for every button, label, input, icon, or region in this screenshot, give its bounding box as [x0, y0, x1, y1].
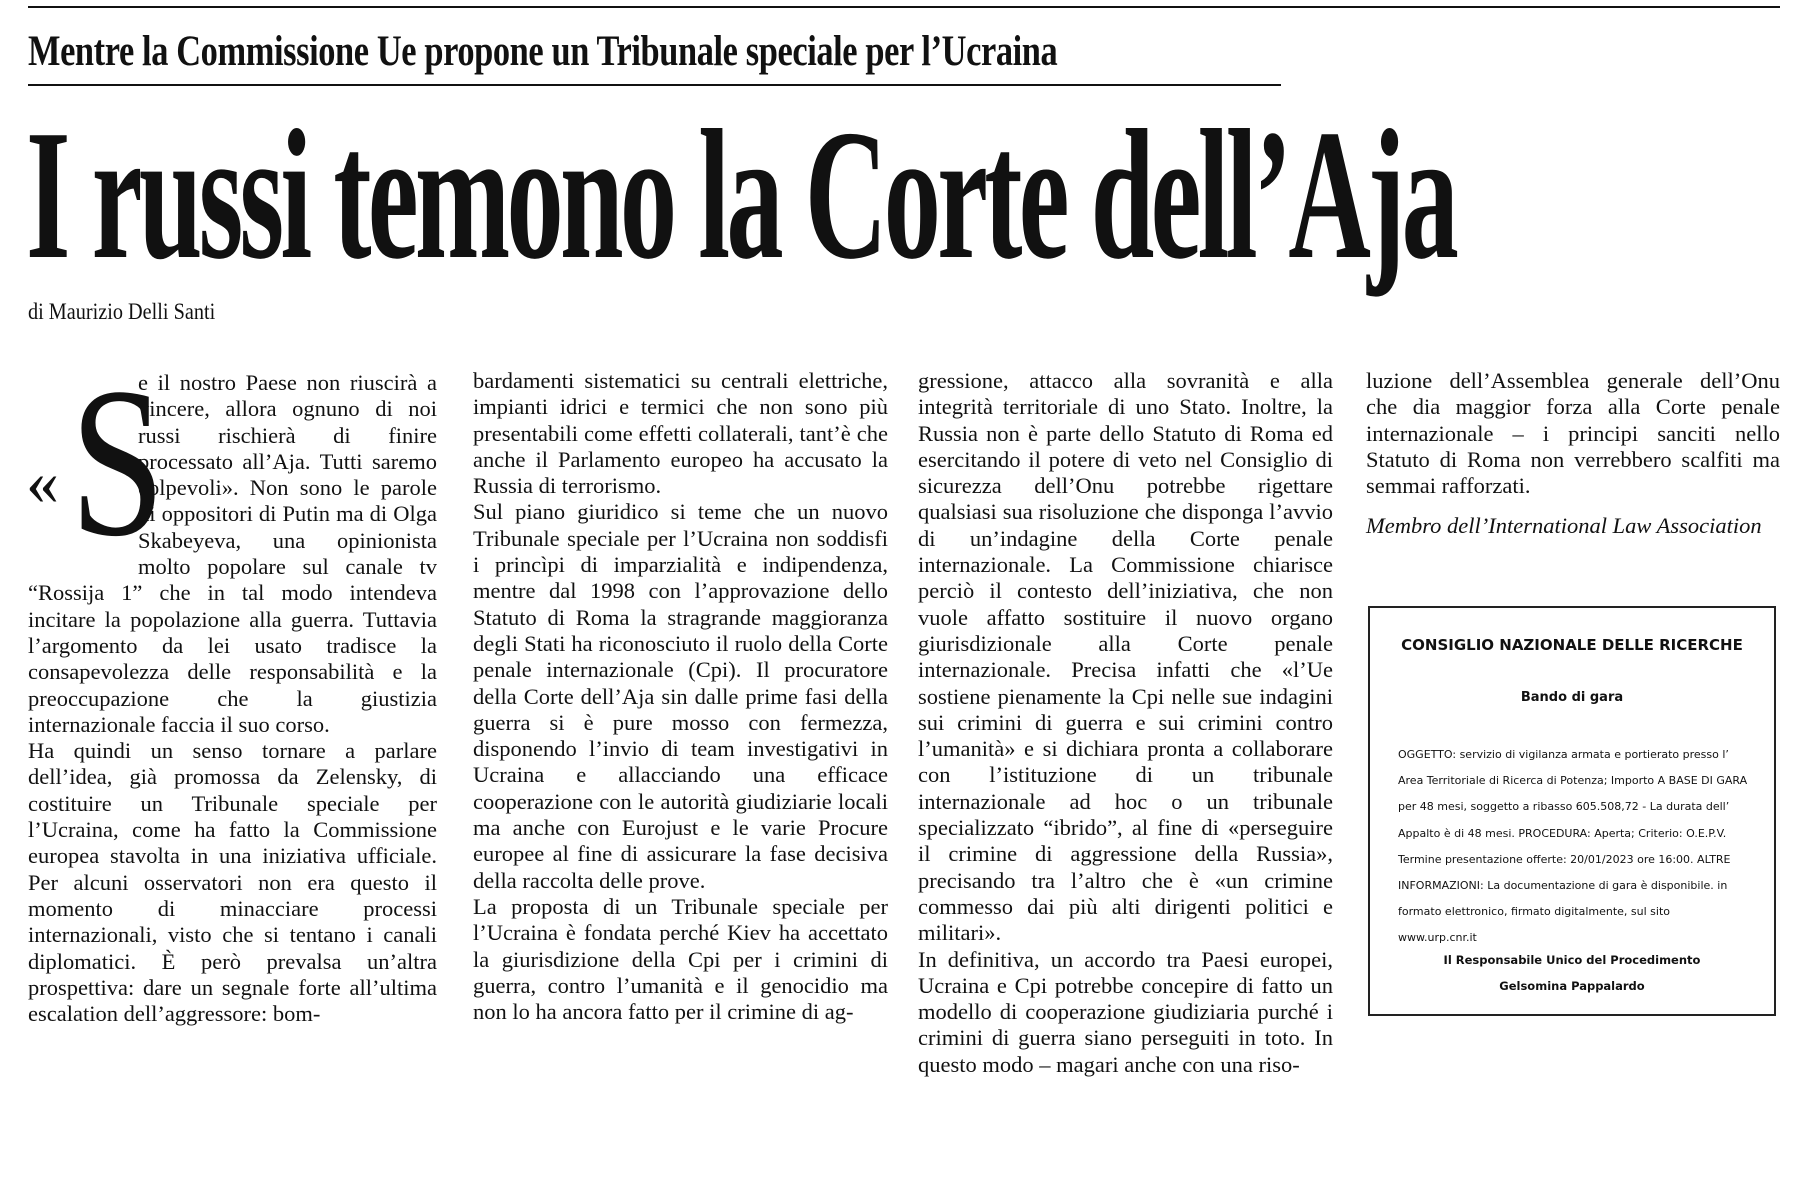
ad-body — [1398, 742, 1752, 952]
article-column-4 — [1366, 368, 1780, 540]
main-headline: I russi temono la Corte dell’Aja — [26, 92, 1456, 298]
ad-line: Termine presentazione offerte: 20/01/2023 ore 16:00. ALTRE — [1398, 852, 1731, 866]
paragraph: bardamenti sistematici su centrali elettriche, impianti idrici e termici che non sono più presentabili come effetti collaterali, tant’è che anche il Parlamento europeo ha accusato la Russia di terrorismo. — [473, 368, 888, 499]
paragraph: luzione dell’Assemblea generale dell’Onu che dia maggior forza alla Corte penale internazionale – i principi sanciti nello Statuto di Roma non verrebbero scalfiti ma semmai rafforzati. — [1366, 368, 1780, 499]
kicker-headline: Mentre la Commissione Ue propone un Tribunale speciale per l’Ucraina — [28, 28, 1058, 75]
byline: di Maurizio Delli Santi — [28, 299, 216, 324]
article-column-3 — [918, 368, 1333, 1078]
ad-line: formato elettronico, firmato digitalmente, sul sito www.urp.cnr.it — [1398, 905, 1671, 945]
paragraph: Sul piano giuridico si teme che un nuovo Tribunale speciale per l’Ucraina non soddisfi i princìpi di imparzialità e indipendenza, mentre dal 1998 con l’approvazione dello Statuto di Roma la stragrande maggioranza degli Stati ha riconosciuto il ruolo della Corte penale internazionale (Cpi). Il procuratore della Corte dell’Aja sin dalle prime fasi della guerra si è pure mosso con fermezza, disponendo l’invio di team investigativi in Ucraina e allacciando una efficace cooperazione con le autorità giudiziarie locali ma anche con Eurojust e le varie Procure europee al fine di assicurare la fase decisiva della raccolta delle prove. — [473, 499, 888, 893]
tender-notice-ad — [1368, 606, 1776, 1016]
article-column-1 — [26, 344, 437, 1027]
drop-cap — [26, 344, 166, 581]
drop-cap-letter: S — [70, 344, 166, 581]
ad-line: per 48 mesi, soggetto a ribasso 605.508,72 - La durata dell’ — [1398, 800, 1730, 814]
top-rule — [28, 6, 1780, 8]
ad-line: OGGETTO: servizio di vigilanza armata e portierato presso l’ — [1398, 748, 1729, 761]
ad-title: CONSIGLIO NAZIONALE DELLE RICERCHE — [1401, 636, 1743, 654]
ad-signatory-role: Il Responsabile Unico del Procedimento — [1443, 953, 1701, 967]
paragraph: In definitiva, un accordo tra Paesi europei, Ucraina e Cpi potrebbe concepire di fatto un modello di cooperazione giudiziaria purché i crimini di guerra siano perseguiti in toto. In questo modo – magari anche con una riso- — [918, 946, 1333, 1077]
paragraph: e il nostro Paese non riuscirà a vincere, allora ognuno di noi russi rischierà di finire processato all’Aja. Tutti saremo colpevoli». Non sono le parole di oppositori di Putin ma di Olga Skabeyeva, una opinionista molto popolare sul canale tv “Rossija 1” che in tal modo intendeva incitare la popolazione alla guerra. Tuttavia l’argomento da lei usato tradisce la consapevolezza delle responsabilità e la preoccupazione che la giustizia internazionale faccia il suo corso. — [28, 370, 437, 737]
paragraph: gressione, attacco alla sovranità e alla integrità territoriale di uno Stato. Inoltre, la Russia non è parte dello Statuto di Roma ed esercitando il potere di veto nel Consiglio di sicurezza dell’Onu potrebbe rigettare qualsiasi sua risoluzione che disponga l’avvio di un’indagine della Corte penale internazionale. La Commissione chiarisce perciò il contesto dell’iniziativa, che non vuole affatto sostituire il nuovo organo giurisdizionale alla Corte penale internazionale. Precisa infatti che «l’Ue sostiene pienamente la Cpi nelle sue indagini sui crimini di guerra e sui crimini contro l’umanità» e si dichiara pronta a collaborare con l’istituzione di un tribunale internazionale ad hoc o un tribunale specializzato “ibrido”, al fine di «perseguire il crimine di aggressione della Russia», precisando tra l’altro che è «un crimine commesso dai più alti dirigenti politici e militari». — [918, 368, 1333, 946]
article-column-2 — [473, 368, 888, 1025]
ad-line: Area Territoriale di Ricerca di Potenza; Importo A BASE DI GARA — [1398, 774, 1748, 788]
ad-signatory-name: Gelsomina Pappalardo — [1499, 979, 1645, 993]
drop-cap-guillemet: « — [26, 446, 59, 519]
author-affiliation: Membro dell’International Law Association — [1366, 513, 1762, 539]
paragraph: La proposta di un Tribunale speciale per l’Ucraina è fondata perché Kiev ha accettato la giurisdizione della Cpi per i crimini di guerra, contro l’umanità e il genocidio ma non lo ha ancora fatto per il crimine di ag- — [473, 893, 888, 1025]
ad-line: INFORMAZIONI: La documentazione di gara è disponibile. in — [1398, 879, 1728, 893]
ad-subtitle: Bando di gara — [1520, 690, 1624, 705]
kicker-underline — [28, 84, 1281, 86]
ad-line: Appalto è di 48 mesi. PROCEDURA: Aperta; Criterio: O.E.P.V. — [1398, 826, 1727, 840]
paragraph: Ha quindi un senso tornare a parlare dell’idea, già promossa da Zelensky, di costituire un Tribunale speciale per l’Ucraina, come ha fatto la Commissione europea stavolta in una iniziativa ufficiale. Per alcuni osservatori non era questo il momento di minacciare processi internazionali, visto che si tentano i canali diplomatici. È però prevalsa un’altra prospettiva: dare un segnale forte all’ultima escalation dell’aggressore: bom- — [28, 738, 437, 1027]
